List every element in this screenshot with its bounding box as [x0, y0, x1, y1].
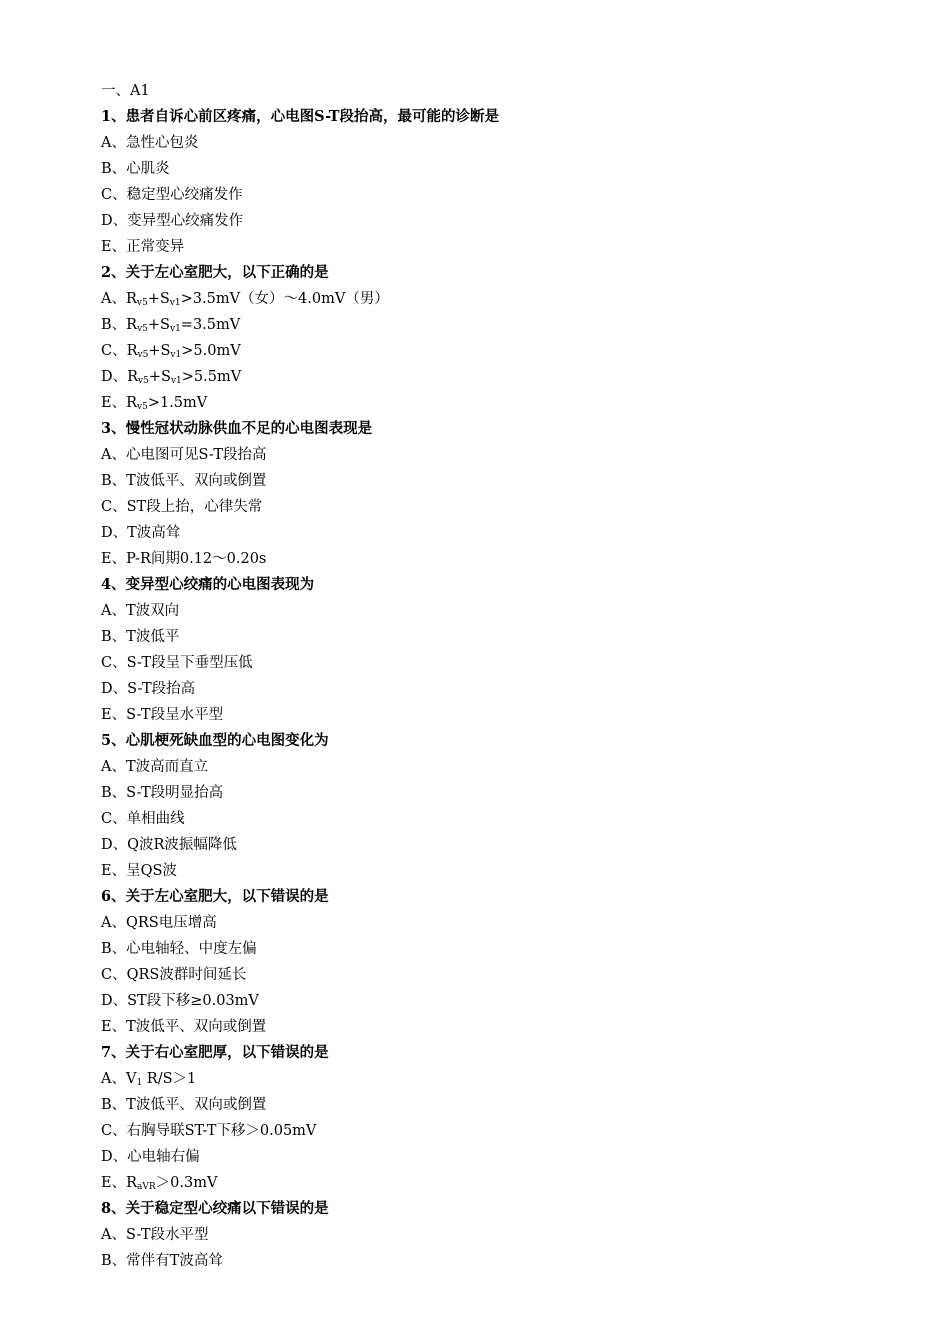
- document-page: [101, 78, 881, 1274]
- option: B、$R_{v5}+S_{v1}=3.5mV$: [101, 317, 241, 334]
- option: C、稳定型心绞痛发作: [101, 187, 243, 203]
- question-stem: 5、心肌梗死缺血型的心电图变化为: [101, 732, 329, 749]
- option: E、S-T段呈水平型: [101, 707, 224, 723]
- option: A、急性心包炎: [101, 135, 199, 151]
- section-title: 一、A1: [101, 83, 150, 99]
- option: A、心电图可见S-T段抬高: [101, 447, 267, 463]
- option: D、T波高耸: [101, 525, 181, 541]
- question-stem: 7、关于右心室肥厚，以下错误的是: [101, 1044, 329, 1061]
- question-stem: 3、慢性冠状动脉供血不足的心电图表现是: [101, 420, 373, 437]
- option: C、右胸导联ST-T下移＞0.05mV: [101, 1123, 317, 1139]
- option: B、T波低平、双向或倒置: [101, 1097, 267, 1113]
- option: B、T波低平、双向或倒置: [101, 473, 267, 489]
- option: A、$V_1$ R/S＞1: [101, 1071, 197, 1088]
- question-stem: 2、关于左心室肥大，以下正确的是: [101, 264, 329, 281]
- option: D、Q波R波振幅降低: [101, 837, 237, 853]
- option: A、T波高而直立: [101, 759, 209, 775]
- option: E、$R_{v5}>1.5mV$: [101, 395, 208, 412]
- option: B、心电轴轻、中度左偏: [101, 941, 257, 957]
- option: C、ST段上抬，心律失常: [101, 499, 263, 515]
- option: B、T波低平: [101, 629, 180, 645]
- question-stem: 6、关于左心室肥大，以下错误的是: [101, 888, 329, 905]
- option: D、ST段下移≥0.03mV: [101, 993, 259, 1009]
- option: E、正常变异: [101, 239, 185, 255]
- option: E、T波低平、双向或倒置: [101, 1019, 267, 1035]
- option: E、P-R间期0.12～0.20s: [101, 551, 267, 567]
- question-stem: 1、患者自诉心前区疼痛，心电图S-T段抬高，最可能的诊断是: [101, 108, 499, 125]
- option: A、$R_{v5}+S_{v1}>3.5mV$（女）～4.0mV（男）: [101, 291, 389, 308]
- question-stem: 8、关于稳定型心绞痛以下错误的是: [101, 1200, 329, 1217]
- option: E、呈QS波: [101, 863, 177, 879]
- option: D、S-T段抬高: [101, 681, 196, 697]
- option: A、T波双向: [101, 603, 180, 619]
- option: D、心电轴右偏: [101, 1149, 200, 1165]
- option: B、心肌炎: [101, 161, 170, 177]
- option: A、QRS电压增高: [101, 915, 217, 931]
- option: C、S-T段呈下垂型压低: [101, 655, 253, 671]
- question-stem: 4、变异型心绞痛的心电图表现为: [101, 576, 315, 593]
- option: C、单相曲线: [101, 811, 185, 827]
- option: C、$R_{v5}+S_{v1}>5.0mV$: [101, 343, 241, 360]
- option: D、变异型心绞痛发作: [101, 213, 244, 229]
- option: D、$R_{v5}+S_{v1}>5.5mV$: [101, 369, 242, 386]
- option: B、S-T段明显抬高: [101, 785, 224, 801]
- option: A、S-T段水平型: [101, 1227, 209, 1243]
- option: C、QRS波群时间延长: [101, 967, 247, 983]
- option: B、常伴有T波高耸: [101, 1253, 223, 1269]
- option: E、$R_{aVR}>0.3mV$: [101, 1175, 218, 1192]
